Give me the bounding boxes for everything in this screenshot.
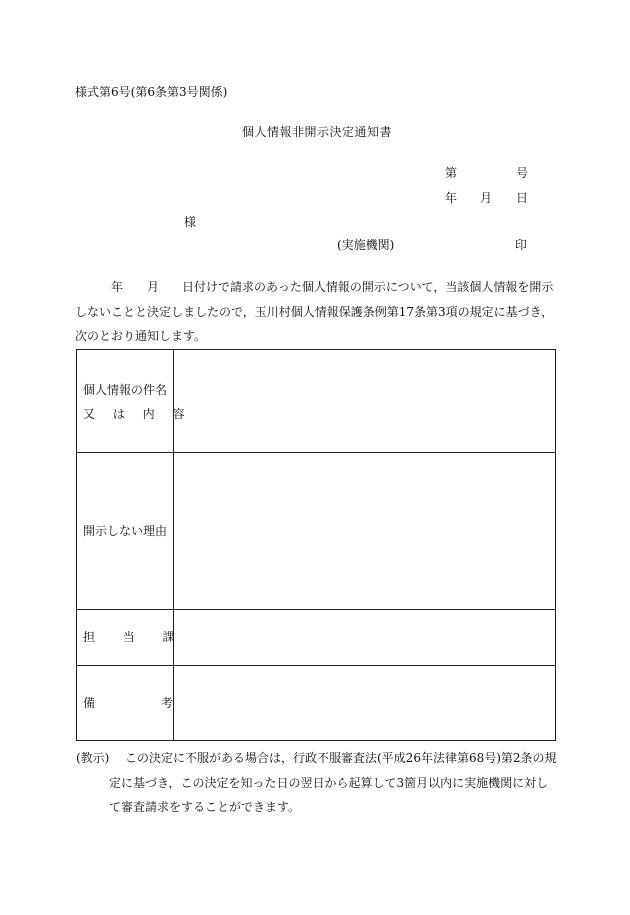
value-cell-subject[interactable] <box>174 350 555 452</box>
value-cell-department[interactable] <box>174 610 555 665</box>
date-year: 年 <box>445 191 458 205</box>
label-cell-subject <box>77 350 185 452</box>
issuer-agency-label: (実施機関) <box>337 238 395 252</box>
label-cell-reason <box>77 453 174 609</box>
date-month: 月 <box>480 191 493 205</box>
document-title: 個人情報非開示決定通知書 <box>242 125 393 139</box>
table-row-department <box>77 609 555 665</box>
notice-line-1: この決定に不服がある場合は，行政不服審査法(平成26年法律第68号)第2条の規 <box>125 751 557 765</box>
number-dai: 第 <box>445 166 458 180</box>
body-line-1-text: 日付けで請求のあった個人情報の開示について，当該個人情報を開示 <box>182 280 554 294</box>
date-day: 日 <box>516 191 529 205</box>
value-cell-remarks[interactable] <box>174 666 555 740</box>
form-number: 様式第6号(第6条第3号関係) <box>75 85 228 99</box>
body-line-3: 次のとおり通知します。 <box>75 329 207 343</box>
addressee-honorific: 様 <box>184 215 197 229</box>
label-cell-department <box>77 610 174 665</box>
body-line-2: しないことと決定しましたので，玉川村個人情報保護条例第17条第3項の規定に基づき， <box>75 305 554 319</box>
body-line-1 <box>75 281 555 295</box>
notice-line-2: 定に基づき，この決定を知った日の翌日から起算して3箇月以内に実施機関に対し <box>109 776 549 790</box>
label-reason: 開示しない理由 <box>83 524 168 538</box>
body-year: 年 <box>111 280 124 294</box>
label-subject-line-1: 個人情報の件名 <box>83 383 168 397</box>
number-go: 号 <box>516 166 529 180</box>
disclosure-form-table <box>76 349 556 741</box>
notice-line-3: て審査請求をすることができます。 <box>109 800 301 814</box>
body-month: 月 <box>147 280 160 294</box>
label-department: 担 当 課 <box>83 630 175 644</box>
value-cell-reason[interactable] <box>174 453 555 609</box>
label-remarks: 備 考 <box>83 696 173 710</box>
table-row-remarks <box>77 665 555 740</box>
label-subject-line-2: 又 は 内 容 <box>83 407 185 421</box>
table-row-reason <box>77 452 555 609</box>
table-row-subject <box>77 350 555 452</box>
seal-mark: 印 <box>515 238 528 252</box>
notice-heading: (教示) <box>76 751 110 765</box>
label-cell-remarks <box>77 666 174 740</box>
